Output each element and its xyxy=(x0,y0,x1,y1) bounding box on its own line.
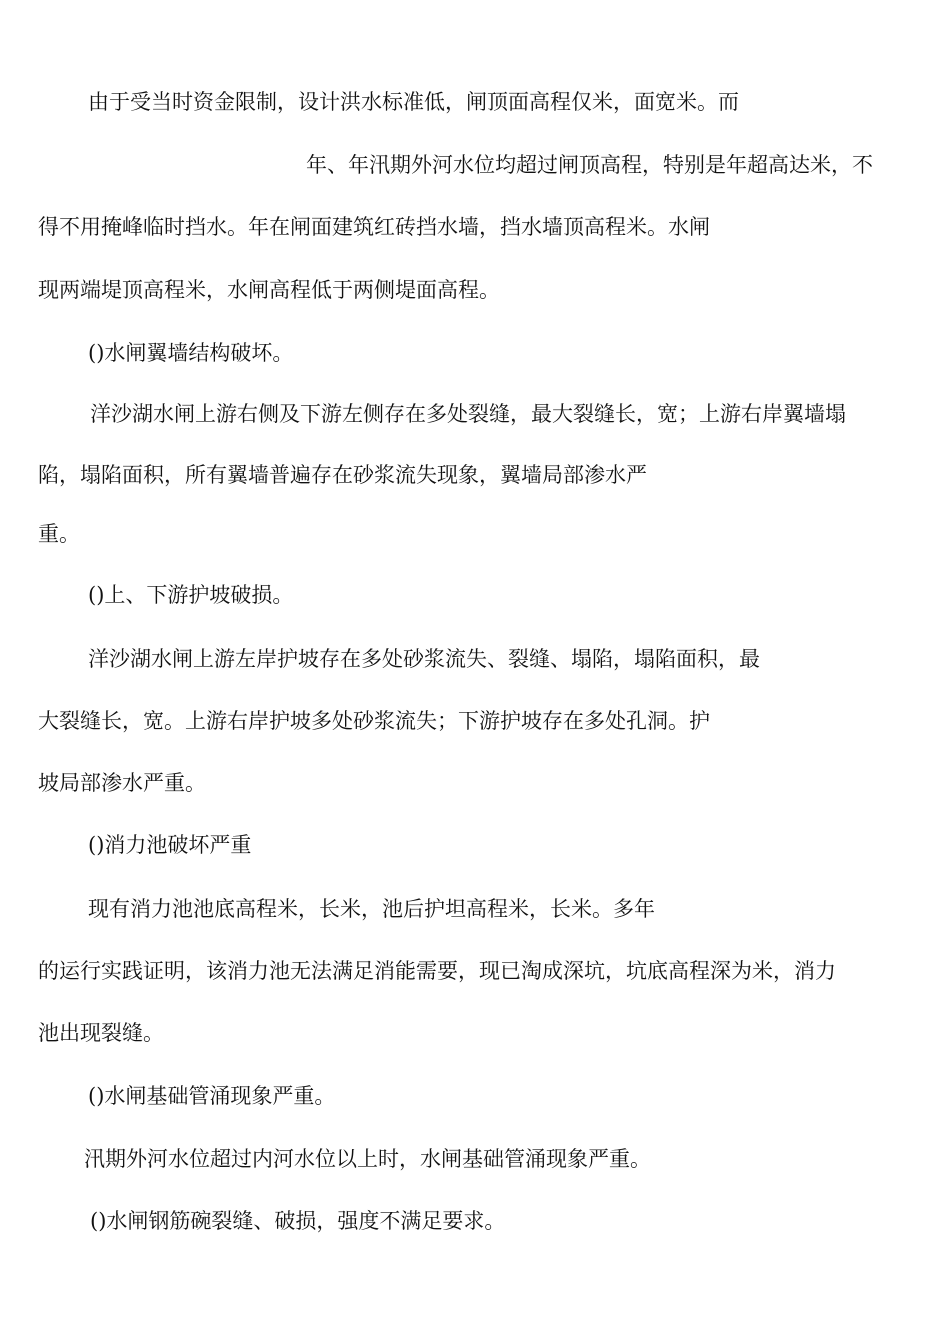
text-line: 得不用掩峰临时挡水。年在闸面建筑红砖挡水墙，挡水墙顶高程米。水闸 xyxy=(38,215,710,239)
text-line: 年、年汛期外河水位均超过闸顶高程，特别是年超高达米，不 xyxy=(306,153,873,177)
text-line: 坡局部渗水严重。 xyxy=(38,771,206,795)
text-line: 池出现裂缝。 xyxy=(38,1021,164,1045)
text-line: 现有消力池池底高程米，长米，池后护坦高程米，长米。多年 xyxy=(88,897,655,921)
section-heading: ()水闸钢筋碗裂缝、破损，强度不满足要求。 xyxy=(90,1209,506,1233)
text-line: 现两端堤顶高程米，水闸高程低于两侧堤面高程。 xyxy=(38,278,500,302)
section-heading: ()消力池破坏严重 xyxy=(88,833,252,857)
text-line: 陷，塌陷面积，所有翼墙普遍存在砂浆流失现象，翼墙局部渗水严 xyxy=(38,463,647,487)
text-line: 洋沙湖水闸上游右侧及下游左侧存在多处裂缝，最大裂缝长，宽；上游右岸翼墙塌 xyxy=(90,402,846,426)
section-heading: ()水闸基础管涌现象严重。 xyxy=(88,1084,336,1108)
text-line: 的运行实践证明，该消力池无法满足消能需要，现已淘成深坑，坑底高程深为米，消力 xyxy=(38,959,836,983)
text-line: 重。 xyxy=(38,522,80,546)
text-line: 汛期外河水位超过内河水位以上时，水闸基础管涌现象严重。 xyxy=(84,1147,651,1171)
text-line: 洋沙湖水闸上游左岸护坡存在多处砂浆流失、裂缝、塌陷，塌陷面积，最 xyxy=(88,647,760,671)
section-heading: ()上、下游护坡破损。 xyxy=(88,583,294,607)
text-line: 大裂缝长，宽。上游右岸护坡多处砂浆流失；下游护坡存在多处孔洞。护 xyxy=(38,709,710,733)
section-heading: ()水闸翼墙结构破坏。 xyxy=(88,341,294,365)
text-line: 由于受当时资金限制，设计洪水标准低，闸顶面高程仅米，面宽米。而 xyxy=(88,90,739,114)
